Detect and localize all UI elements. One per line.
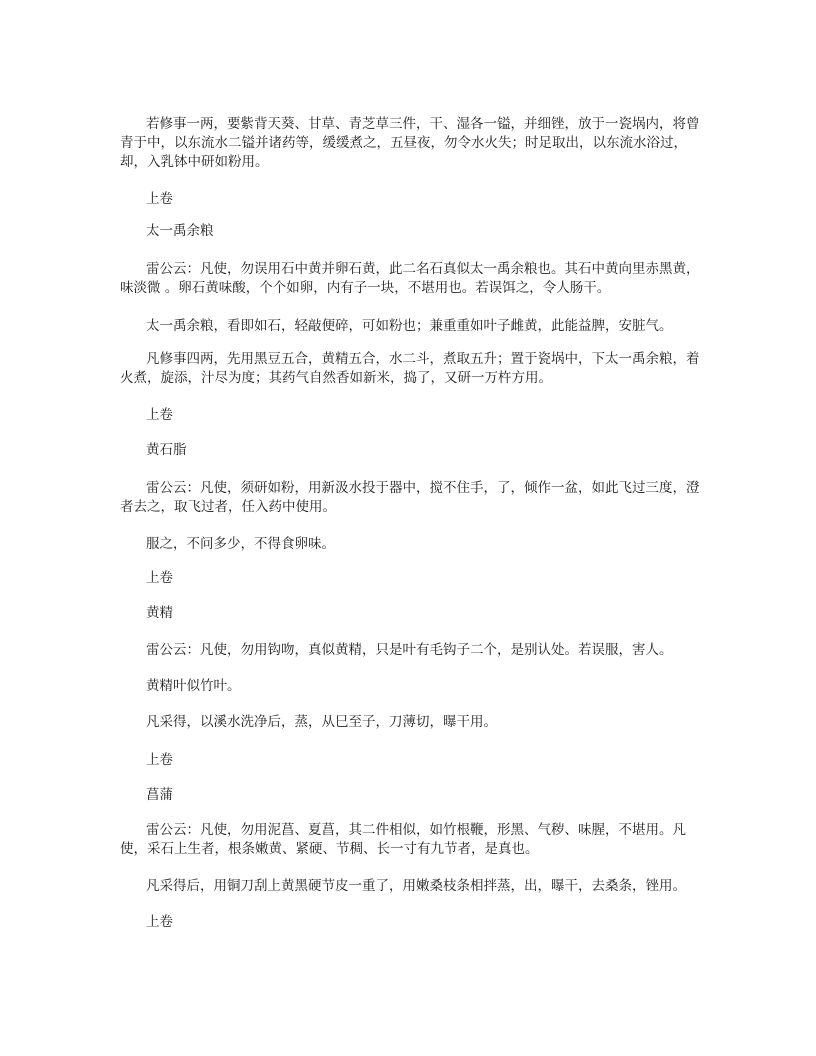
entry-heading-huangshizhi: 黄石脂 [146, 442, 187, 458]
paragraph-leigong-changpu: 雷公云：凡使，勿用泥菖、夏菖，其二件相似，如竹根鞭，形黑、气秽、味腥，不堪用。凡使，采石上生者，根条嫩黄、紧硬、节稠、长一寸有九节者，是真也。 [120, 822, 686, 857]
paragraph-leigong-huangjing: 雷公云：凡使，勿用钩吻，真似黄精，只是叶有毛钩子二个，是别认处。若误服，害人。 [146, 642, 673, 658]
entry-heading-taiyi-yuyuliang: 太一禹余粮 [146, 223, 214, 239]
volume-label: 上卷 [146, 914, 173, 930]
paragraph-huangjing-leaf: 黄精叶似竹叶。 [146, 678, 241, 694]
paragraph-leigong-taiyi: 雷公云：凡使，勿误用石中黄并卵石黄，此二名石真似太一禹余粮也。其石中黄向里赤黑黄，味淡微 。卵石黄味酸，个个如卵，内有子一块，不堪用也。若误饵之，令人肠干。 [120, 261, 700, 296]
paragraph-taiyi-description: 太一禹余粮，看即如石，轻敲便碎，可如粉也；兼重重如叶子雌黄，此能益脾，安脏气。 [146, 318, 673, 334]
entry-heading-changpu: 菖蒲 [146, 787, 173, 803]
volume-label: 上卷 [146, 570, 173, 586]
paragraph-huangjing-preparation: 凡采得，以溪水洗净后，蒸，从巳至子，刀薄切，曝干用。 [146, 714, 497, 730]
paragraph-zengqing-preparation: 若修事一两，要紫背天葵、甘草、青芝草三件，干、湿各一镒，并细锉，放于一瓷埚内，将曾青于中，以东流水二镒并诸药等，缓缓煮之，五昼夜，勿令水火失；时足取出，以东流水浴过，却，入乳钵中研如粉用。 [120, 116, 700, 170]
volume-label: 上卷 [146, 191, 173, 207]
paragraph-huangshizhi-note: 服之，不问多少，不得食卵味。 [146, 536, 335, 552]
volume-label: 上卷 [146, 752, 173, 768]
volume-label: 上卷 [146, 407, 173, 423]
paragraph-leigong-huangshizhi: 雷公云：凡使，须研如粉，用新汲水投于器中，搅不住手，了，倾作一盆，如此飞过三度，澄者去之，取飞过者，任入药中使用。 [120, 480, 700, 515]
paragraph-changpu-preparation: 凡采得后，用铜刀刮上黄黑硬节皮一重了，用嫩桑枝条相拌蒸，出，曝干，去桑条，锉用。 [146, 878, 686, 894]
paragraph-taiyi-preparation: 凡修事四两，先用黑豆五合，黄精五合，水二斗，煮取五升；置于瓷埚中，下太一禹余粮，着火煮，旋添，汁尽为度；其药气自然香如新米，捣了，又研一万杵方用。 [120, 351, 700, 386]
entry-heading-huangjing: 黄精 [146, 605, 173, 621]
